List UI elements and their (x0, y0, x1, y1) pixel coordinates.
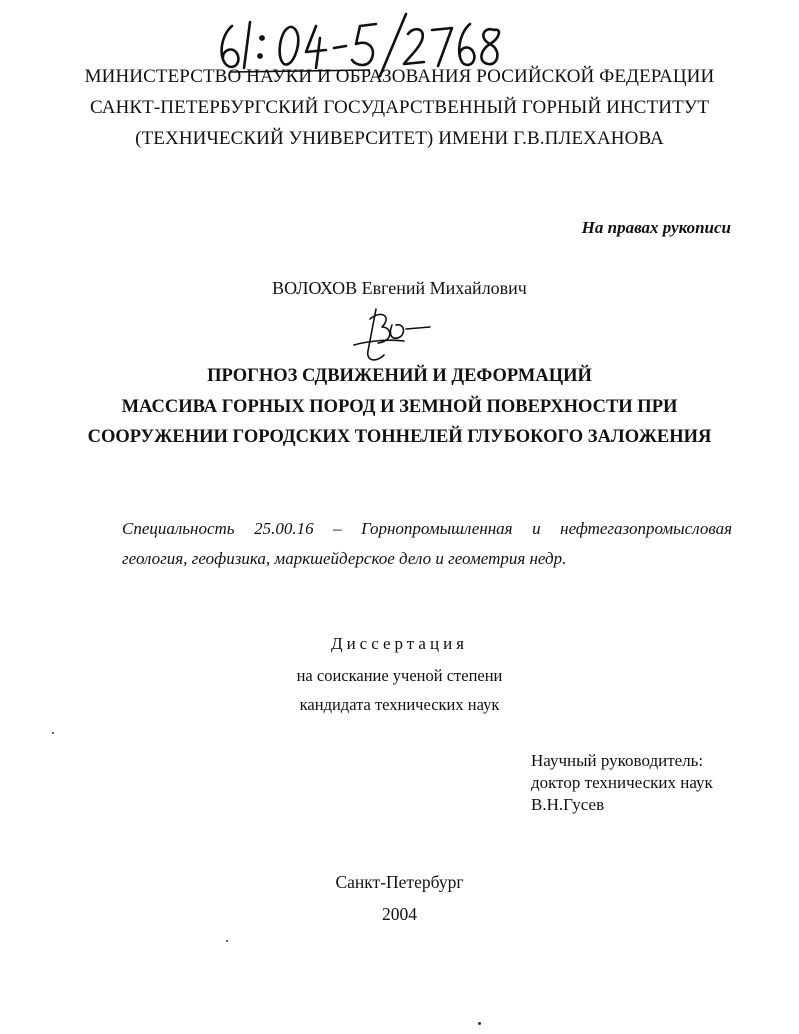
supervisor-degree: доктор технических наук (531, 773, 713, 792)
manuscript-note: На правах рукописи (581, 218, 731, 237)
author-name: ВОЛОХОВ Евгений Михайлович (272, 278, 527, 298)
institution-line-2: САНКТ-ПЕТЕРБУРГСКИЙ ГОСУДАРСТВЕННЫЙ ГОРНЫЙ ИНСТИТУТ (89, 97, 710, 118)
supervisor-block (531, 750, 713, 816)
year: 2004 (382, 904, 417, 924)
degree-line-1: на соискание ученой степени (296, 666, 503, 685)
institution-line-1: МИНИСТЕРСТВО НАУКИ И ОБРАЗОВАНИЯ РОСИЙСКОЙ ФЕДЕРАЦИИ (84, 66, 715, 87)
specialty-line-2: геология, геофизика, маркшейдерское дело и геометрия недр. (122, 549, 567, 568)
thesis-title-line-1: ПРОГНОЗ СДВИЖЕНИЙ И ДЕФОРМАЦИЙ (207, 366, 592, 386)
specialty-block (122, 514, 732, 574)
author-signature (348, 305, 448, 367)
specialty-line-1: Специальность 25.00.16 – Горнопромышленная и нефтегазопромысловая (122, 519, 732, 538)
scan-speck (478, 1022, 481, 1025)
degree-line-2: кандидата технических наук (299, 695, 500, 714)
institution-line-3: (ТЕХНИЧЕСКИЙ УНИВЕРСИТЕТ) ИМЕНИ Г.В.ПЛЕХАНОВА (135, 128, 664, 149)
thesis-title-line-3: СООРУЖЕНИИ ГОРОДСКИХ ТОННЕЛЕЙ ГЛУБОКОГО ЗАЛОЖЕНИЯ (87, 427, 712, 447)
dissertation-label: Диссертация (330, 634, 468, 653)
supervisor-label: Научный руководитель: (531, 751, 704, 770)
thesis-title-line-2: МАССИВА ГОРНЫХ ПОРОД И ЗЕМНОЙ ПОВЕРХНОСТИ ПРИ (121, 397, 678, 417)
scan-speck (226, 940, 228, 942)
scan-speck (52, 732, 54, 734)
city: Санкт-Петербург (335, 872, 464, 892)
supervisor-name: В.Н.Гусев (531, 795, 605, 814)
